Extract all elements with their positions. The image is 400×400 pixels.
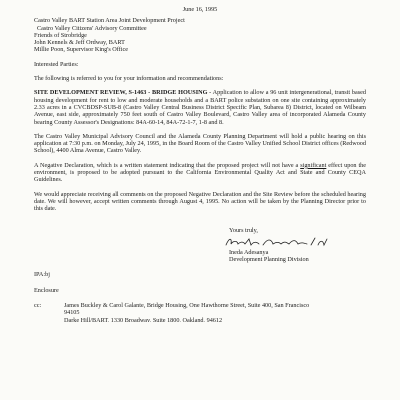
recipient: Friends of Strobridge — [34, 31, 87, 39]
closing: Yours truly, — [229, 226, 258, 234]
project-title: SITE DEVELOPMENT REVIEW, S-1463 - BRIDGE HOUSING — [34, 89, 208, 97]
cc-line: 94105 — [64, 309, 80, 317]
cc-list — [34, 302, 366, 322]
handwritten-signature — [223, 236, 343, 248]
significant-word: significant — [300, 161, 327, 169]
recipient-list — [34, 17, 366, 53]
recipient: John Kennels & Jeff Ordway, BART — [34, 39, 125, 47]
cc-line: James Buckley & Carol Galante, Bridge Housing, One Hawthorne Street, Suite 400, San Francisco — [64, 302, 310, 310]
negative-declaration-paragraph — [34, 162, 366, 184]
signer-title: Development Planning Division — [229, 256, 309, 264]
comments-paragraph: We would appreciate receiving all comments on the proposed Negative Declaration and the Site Review before the scheduled hearing date. We will however, accept written comments through August 4, 1995. No action will be taken by the Planning Director prior to this date. — [34, 190, 366, 213]
project-paragraph — [34, 89, 366, 125]
recipient: Millie Poon, Supervisor King's Office — [34, 46, 128, 54]
project-description: - Application to allow a 96 unit intergenerational, transit based housing development for rent to low and moderate households and a BART police substation on one site containing approximately 2.33 acres in a CVCBDSP-SUB-8 (Castro Valley Central Business District Specific Plan, Subarea 8) District, located on Wilbeam Avenue, east side, approximately 750 feet south of Castro Valley Boulevard, Castro Valley area of incorporated Alameda County bearing County Assessor's Designations: 84A-60-14, 84A-72-1-7, 1-8 and 8. — [34, 89, 366, 126]
cc-line: Darke Hill/BART, 1330 Broadway, Suite 1800, Oakland, 94612 — [64, 316, 223, 322]
intro-line: The following is referred to you for your information and recommendations: — [34, 75, 224, 83]
cc-label: cc: — [34, 302, 42, 310]
recipient: Castro Valley Citizens' Advisory Committee — [37, 24, 147, 32]
recipient: Castro Valley BART Station Area Joint Development Project — [34, 17, 185, 25]
letter-date: June 16, 1995 — [182, 6, 218, 13]
signature-block — [229, 227, 366, 264]
negdec-text: A Negative Declaration, which is a written statement indicating that the proposed project will not have a — [34, 161, 301, 169]
negdec-text: effect upon the environment, is proposed to be adopted pursuant to the California Environmental Quality Act and State and County CEQA Guidelines. — [34, 161, 366, 184]
salutation: Interested Parties: — [34, 60, 79, 68]
signer-name: Ineda Adesanya — [229, 248, 269, 256]
enclosure-note: Enclosure — [34, 286, 59, 294]
typist-initials: IPA:bj — [34, 271, 50, 279]
hearing-paragraph: The Castro Valley Municipal Advisory Council and the Alameda County Planning Department will hold a public hearing on this application at 7:30 p.m. on Monday, July 24, 1995, in the Board Room of the Castro Valley Unified School District offices (Redwood School), 4400 Alma Avenue, Castro Valley. — [34, 132, 366, 155]
